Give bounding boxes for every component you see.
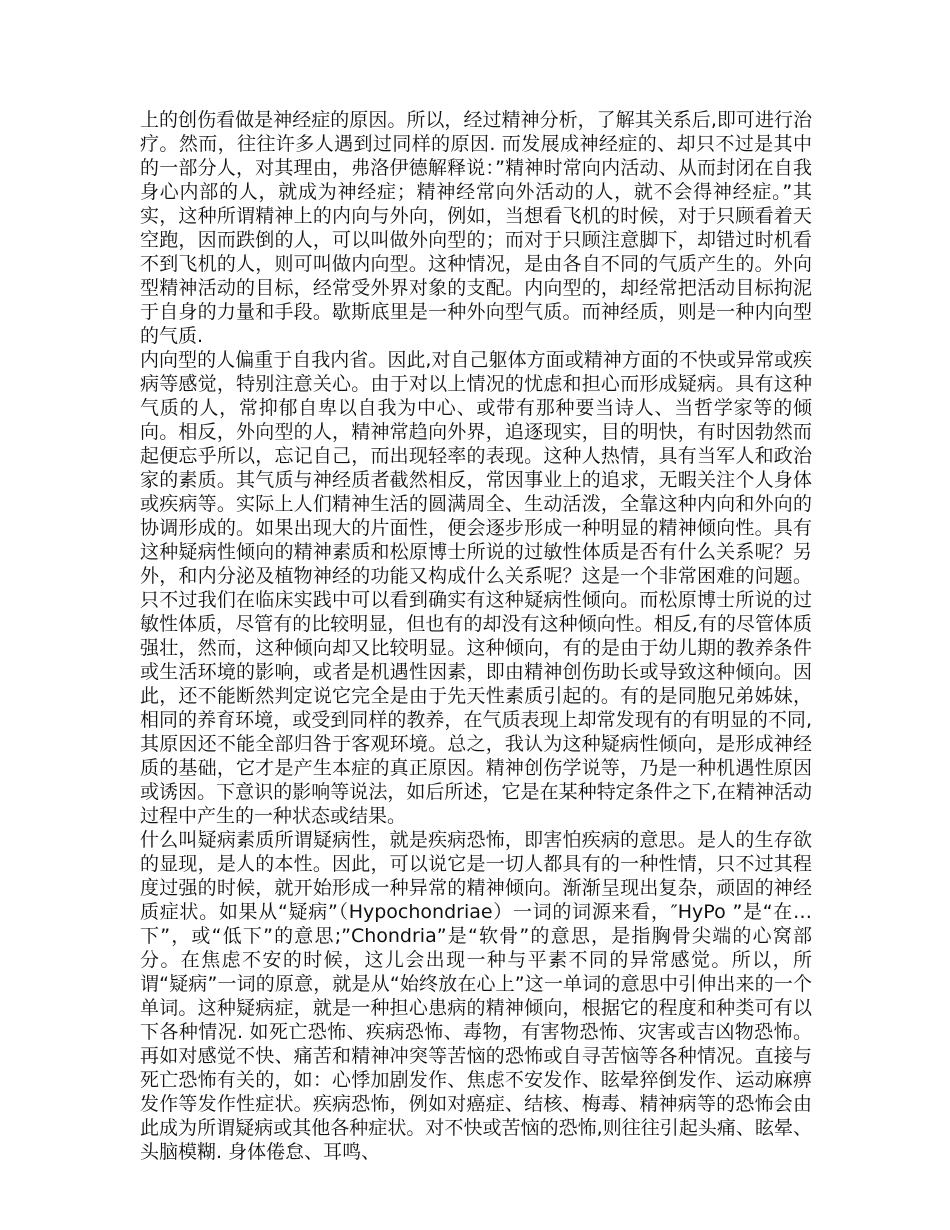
document-page	[140, 108, 812, 1164]
paragraph-3: 什么叫疑病素质所谓疑病性，就是疾病恐怖，即害怕疾病的意思。是人的生存欲的显现，是人的本性。因此，可以说它是一切人都具有的一种性情，只不过其程度过强的时候，就开始形成一种异常的精神倾向。渐渐呈现出复杂，顽固的神经质症状。如果从“疑病”（Hypochondriae）一词的词源来看，″HyPo ”是“在… 下”，或“低下”的意思;”Chondria”是“软骨”的意思，是指胸骨尖端的心窝部分。在焦虑不安的时候，这儿会出现一种与平素不同的异常感觉。所以，所谓“疑病”一词的原意，就是从“始终放在心上”这一单词的意思中引伸出来的一个单词。这种疑病症，就是一种担心患病的精神倾向，根据它的程度和种类可有以下各种情况. 如死亡恐怖、疾病恐怖、毒物，有害物恐怖、灾害或吉凶物恐怖。再如对感觉不快、痛苦和精神冲突等苦恼的恐怖或自寻苦恼等各种情况。直接与死亡恐怖有关的，如：心悸加剧发作、焦虑不安发作、眩晕猝倒发作、运动麻痹发作等发作性症状。疾病恐怖，例如对癌症、结核、梅毒、精神病等的恐怖会由此成为所谓疑病或其他各种症状。对不快或苦恼的恐怖,则往往引起头痛、眩晕、头脑模糊. 身体倦怠、耳鸣、	[140, 829, 812, 1163]
paragraph-1: 上的创伤看做是神经症的原因。所以，经过精神分析，了解其关系后,即可进行治疗。然而，往往许多人遇到过同样的原因. 而发展成神经症的、却只不过是其中的一部分人，对其理由，弗洛伊德解释说：”精神时常向内活动、从而封闭在自我身心内部的人，就成为神经症；精神经常向外活动的人，就不会得神经症。”其实，这种所谓精神上的内向与外向，例如，当想看飞机的时候，对于只顾看着天空跑，因而跌倒的人，可以叫做外向型的；而对于只顾注意脚下，却错过时机看不到飞机的人，则可叫做内向型。这种情况，是由各自不同的气质产生的。外向型精神活动的目标，经常受外界对象的支配。内向型的，却经常把活动目标拘泥于自身的力量和手段。歇斯底里是一种外向型气质。而神经质，则是一种内向型的气质.	[140, 109, 812, 347]
paragraph-2: 内向型的人偏重于自我内省。因此,对自己躯体方面或精神方面的不快或异常或疾病等感觉，特别注意关心。由于对以上情况的忧虑和担心而形成疑病。具有这种气质的人，常抑郁自卑以自我为中心、或带有那种要当诗人、当哲学家等的倾向。相反，外向型的人，精神常趋向外界，追逐现实，目的明快，有时因勃然而起便忘乎所以，忘记自己，而出现轻率的表现。这种人热情，具有当军人和政治家的素质。其气质与神经质者截然相反，常因事业上的追求，无暇关注个人身体或疾病等。实际上人们精神生活的圆满周全、生动活泼，全靠这种内向和外向的协调形成的。如果出现大的片面性，便会逐步形成一种明显的精神倾向性。具有这种疑病性倾向的精神素质和松原博士所说的过敏性体质是否有什么关系呢？另外，和内分泌及植物神经的功能又构成什么关系呢？这是一个非常困难的问题。只不过我们在临床实践中可以看到确实有这种疑病性倾向。而松原博士所说的过敏性体质，尽管有的比较明显，但也有的却没有这种倾向性。相反,有的尽管体质强壮，然而，这种倾向却又比较明显。这种倾向，有的是由于幼儿期的教养条件或生活环境的影响，或者是机遇性因素，即由精神创伤助长或导致这种倾向。因此，还不能断然判定说它完全是由于先天性素质引起的。有的是同胞兄弟姊妹，相同的养育环境，或受到同样的教养，在气质表现上却常发现有的有明显的不同,其原因还不能全部归咎于客观环境。总之，我认为这种疑病性倾向，是形成神经质的基础，它才是产生本症的真正原因。精神创伤学说等，乃是一种机遇性原因或诱因。下意识的影响等说法，如后所述，它是在某种特定条件之下,在精神活动过程中产生的一种状态或结果。	[140, 349, 812, 827]
